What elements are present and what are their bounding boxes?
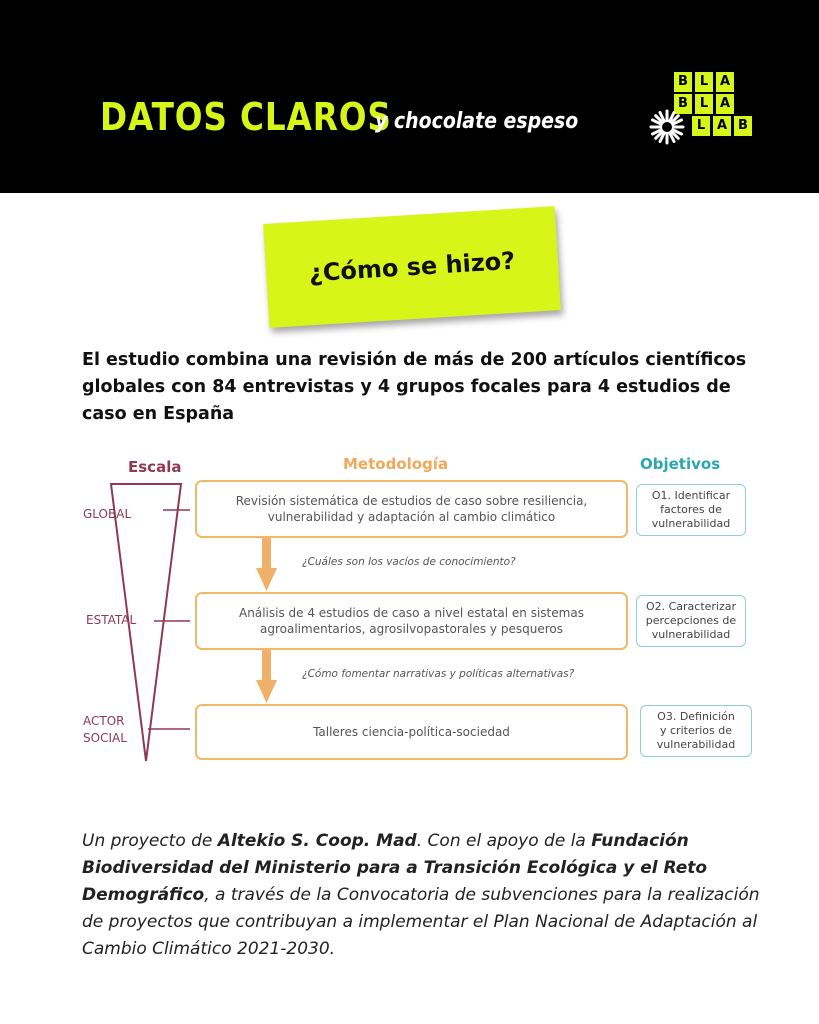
objective-box-2 xyxy=(636,595,746,647)
starburst-icon xyxy=(648,108,686,146)
footer-text: . Con el apoyo de la xyxy=(416,831,592,851)
objective-text-line: vulnerabilidad xyxy=(651,628,731,641)
objective-box-3 xyxy=(640,705,752,757)
method-text-line: Análisis de 4 estudios de caso a nivel estatal en sistemas xyxy=(239,606,584,620)
brand xyxy=(100,95,579,139)
question-2: ¿Cómo fomentar narrativas y políticas alternativas? xyxy=(302,668,575,680)
objective-text-line: vulnerabilidad xyxy=(656,738,736,751)
objective-text-line: O2. Caracterizar xyxy=(645,600,737,613)
objectives-header: Objetivos xyxy=(640,455,721,473)
logo-letter: B xyxy=(674,94,692,114)
logo-row-3 xyxy=(692,116,755,138)
scale-label-actor-social xyxy=(83,713,127,747)
logo-letter: L xyxy=(695,94,713,114)
logo-letter: L xyxy=(692,116,710,136)
objective-text-line: y criterios de xyxy=(660,724,732,737)
logo-letter: B xyxy=(674,72,692,92)
question-1: ¿Cuáles son los vacíos de conocimiento? xyxy=(302,556,516,568)
logo-letter: L xyxy=(695,72,713,92)
brand-subtitle: y chocolate espeso xyxy=(375,109,579,134)
logo-letter: A xyxy=(713,116,731,136)
method-header: Metodología xyxy=(343,455,449,473)
footer-org-altekio: Altekio S. Coop. Mad xyxy=(217,831,417,851)
objective-box-1 xyxy=(636,484,746,536)
method-box-actor-social xyxy=(195,704,628,760)
footer-text: Un proyecto de xyxy=(82,831,218,851)
objective-text-line: factores de xyxy=(660,503,722,516)
logo-letter: A xyxy=(716,72,734,92)
method-text-line: agroalimentarios, agrosilvopastorales y pesqueros xyxy=(260,622,563,636)
footer-org-fundacion: Fundación Biodiversidad del Ministerio para a Transición Ecológica y el Reto Demográfico xyxy=(82,831,708,905)
objective-text-line: percepciones de xyxy=(645,614,737,627)
logo-letter: A xyxy=(716,94,734,114)
method-box-global xyxy=(195,480,628,538)
arrow-down-icon xyxy=(256,536,277,591)
sticky-note-heading: ¿Cómo se hizo? xyxy=(308,246,516,288)
intro-text: El estudio combina una revisión de más de 200 artículos científicos globales con 84 entrevistas y 4 grupos focales para 4 estudios de caso en España xyxy=(82,350,747,424)
method-text-line: Talleres ciencia-política-sociedad xyxy=(313,725,510,739)
scale-label-global: GLOBAL xyxy=(83,507,132,521)
scale-header: Escala xyxy=(128,458,182,476)
header-banner xyxy=(0,0,819,193)
blablalab-logo xyxy=(648,72,752,148)
logo-letter: B xyxy=(734,116,752,136)
objective-text-line: O1. Identificar xyxy=(651,489,731,502)
arrow-down-icon xyxy=(256,648,277,703)
logo-row-1 xyxy=(674,72,737,94)
method-box-estatal xyxy=(195,592,628,650)
methodology-diagram xyxy=(70,448,770,778)
scale-label-estatal: ESTATAL xyxy=(86,613,137,627)
sticky-note xyxy=(263,206,561,328)
scale-label-line: ACTOR xyxy=(83,714,125,728)
method-text-line: Revisión sistemática de estudios de caso sobre resiliencia, xyxy=(235,494,588,508)
brand-title: DATOS CLAROS xyxy=(100,95,392,139)
objective-text-line: vulnerabilidad xyxy=(651,517,731,530)
objective-text-line: O3. Definición xyxy=(657,710,735,723)
footer-credits xyxy=(82,828,762,963)
footer-text: , a través de la Convocatoria de subvenciones para la realización de proyectos que contribuyan a implementar el Plan Nacional de Adaptación al Cambio Climático 2021-2030. xyxy=(82,885,760,959)
method-text-line: vulnerabilidad y adaptación al cambio climático xyxy=(267,510,556,524)
scale-label-line: SOCIAL xyxy=(83,731,127,745)
